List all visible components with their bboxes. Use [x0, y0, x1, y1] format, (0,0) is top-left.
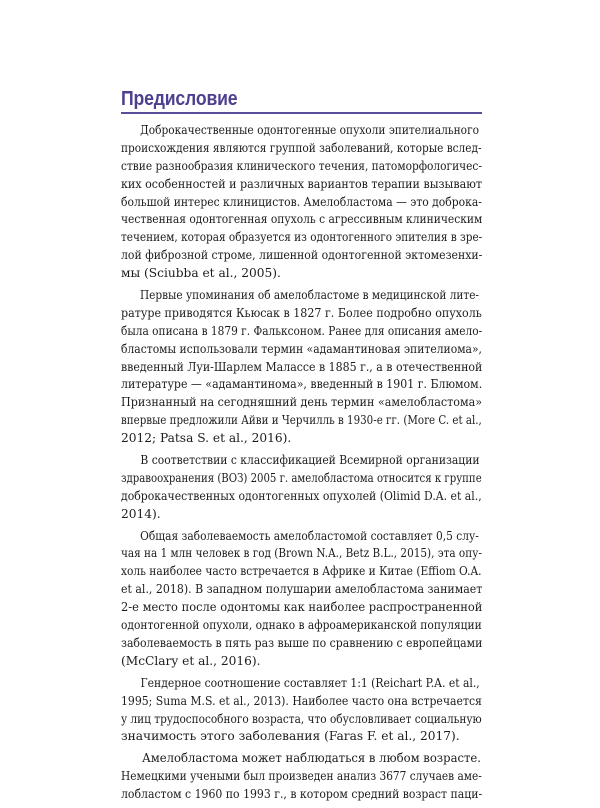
text-line: ких особенностей и различных вариантов терапии вызывают: [121, 176, 483, 191]
text-line: бластомы использовали термин «адамантиновая эпителиома»,: [121, 341, 482, 356]
text-line: значимость этого заболевания (Faras F. et al., 2017).: [121, 729, 460, 744]
text-line: ратуре приводятся Кьюсак в 1827 г. Более подробно опухоль: [121, 305, 482, 320]
text-line: et al., 2018). В западном полушарии амелобластома занимает: [121, 582, 483, 597]
paragraph: [121, 750, 482, 804]
text-line: литературе — «адамантинома», введенный в 1901 г. Блюмом.: [121, 377, 483, 392]
text-line: Амелобластома может наблюдаться в любом возрасте.: [141, 751, 481, 766]
text-line: Доброкачественные одонтогенные опухоли эпителиального: [140, 123, 480, 137]
page-title: Предисловие: [121, 87, 238, 110]
text-line: была описана в 1879 г. Фальксоном. Ранее для описания амело-: [121, 323, 483, 338]
text-line: введенный Луи-Шарлем Малассе в 1885 г., а в отечественной: [121, 359, 483, 374]
paragraph: [121, 452, 482, 524]
text-line: 2014).: [121, 506, 161, 521]
paragraph: [121, 528, 482, 671]
text-line: происхождения являются группой заболеваний, которые вслед-: [121, 140, 482, 155]
text-line: большой интерес клиницистов. Амелобластома — это доброка-: [121, 194, 482, 209]
title-underline: [121, 112, 482, 114]
paragraph: [121, 287, 482, 448]
text-line: одонтогенной опухоли, однако в афроамериканской популяции: [121, 618, 482, 633]
text-line: Общая заболеваемость амелобластомой составляет 0,5 слу-: [140, 528, 479, 543]
text-line: лобластом с 1960 по 1993 г., в котором средний возраст паци-: [121, 787, 483, 802]
text-line: 1995; Suma M.S. et al., 2013). Наиболее часто она встречается: [121, 693, 482, 708]
text-line: Первые упоминания об амелобластоме в медицинской лите-: [139, 288, 479, 303]
text-line: Признанный на сегодняшний день термин «амелобластома»: [121, 395, 483, 410]
text-line: В соответствии с классификацией Всемирной организации: [140, 453, 480, 468]
text-line: Немецкими учеными был произведен анализ 3677 случаев аме-: [121, 769, 482, 784]
paragraph: [121, 122, 482, 283]
text-line: чая на 1 млн человек в год (Brown N.A., Betz B.L., 2015), эта опу-: [121, 546, 482, 561]
text-line: течением, которая образуется из одонтогенного эпителия в зре-: [121, 230, 483, 245]
text-line: мы (Sciubba et al., 2005).: [121, 266, 281, 281]
text-line: здравоохранения (ВОЗ) 2005 г. амелобластома относится к группе: [121, 470, 482, 485]
text-line: 2-е место после одонтомы как наиболее распространенной: [121, 600, 483, 615]
text-line: холь наиболее часто встречается в Африке и Китае (Effiom O.A.: [121, 564, 482, 579]
text-line: Гендерное соотношение составляет 1:1 (Reichart P.A. et al.,: [140, 675, 480, 690]
text-line: заболеваемость в пять раз выше по сравнению с европейцами: [121, 635, 483, 650]
text-line: лой фиброзной строме, лишенной одонтогенной эктомезенхи-: [121, 248, 483, 263]
text-line: у лиц трудоспособного возраста, что обусловливает социальную: [121, 711, 482, 726]
body-text: [121, 122, 482, 808]
text-line: чественная одонтогенная опухоль с агрессивным клиническим: [121, 212, 483, 227]
paragraph: [121, 675, 482, 747]
text-line: (McClary et al., 2016).: [121, 653, 261, 668]
text-line: доброкачественных одонтогенных опухолей (Olimid D.A. et al.,: [121, 488, 482, 503]
text-line: впервые предложили Айви и Черчилль в 1930-е гг. (More C. et al.,: [121, 413, 482, 428]
text-line: 2012; Patsa S. et al., 2016).: [121, 431, 292, 446]
text-line: ствие разнообразия клинического течения, патоморфологичес-: [121, 158, 482, 173]
